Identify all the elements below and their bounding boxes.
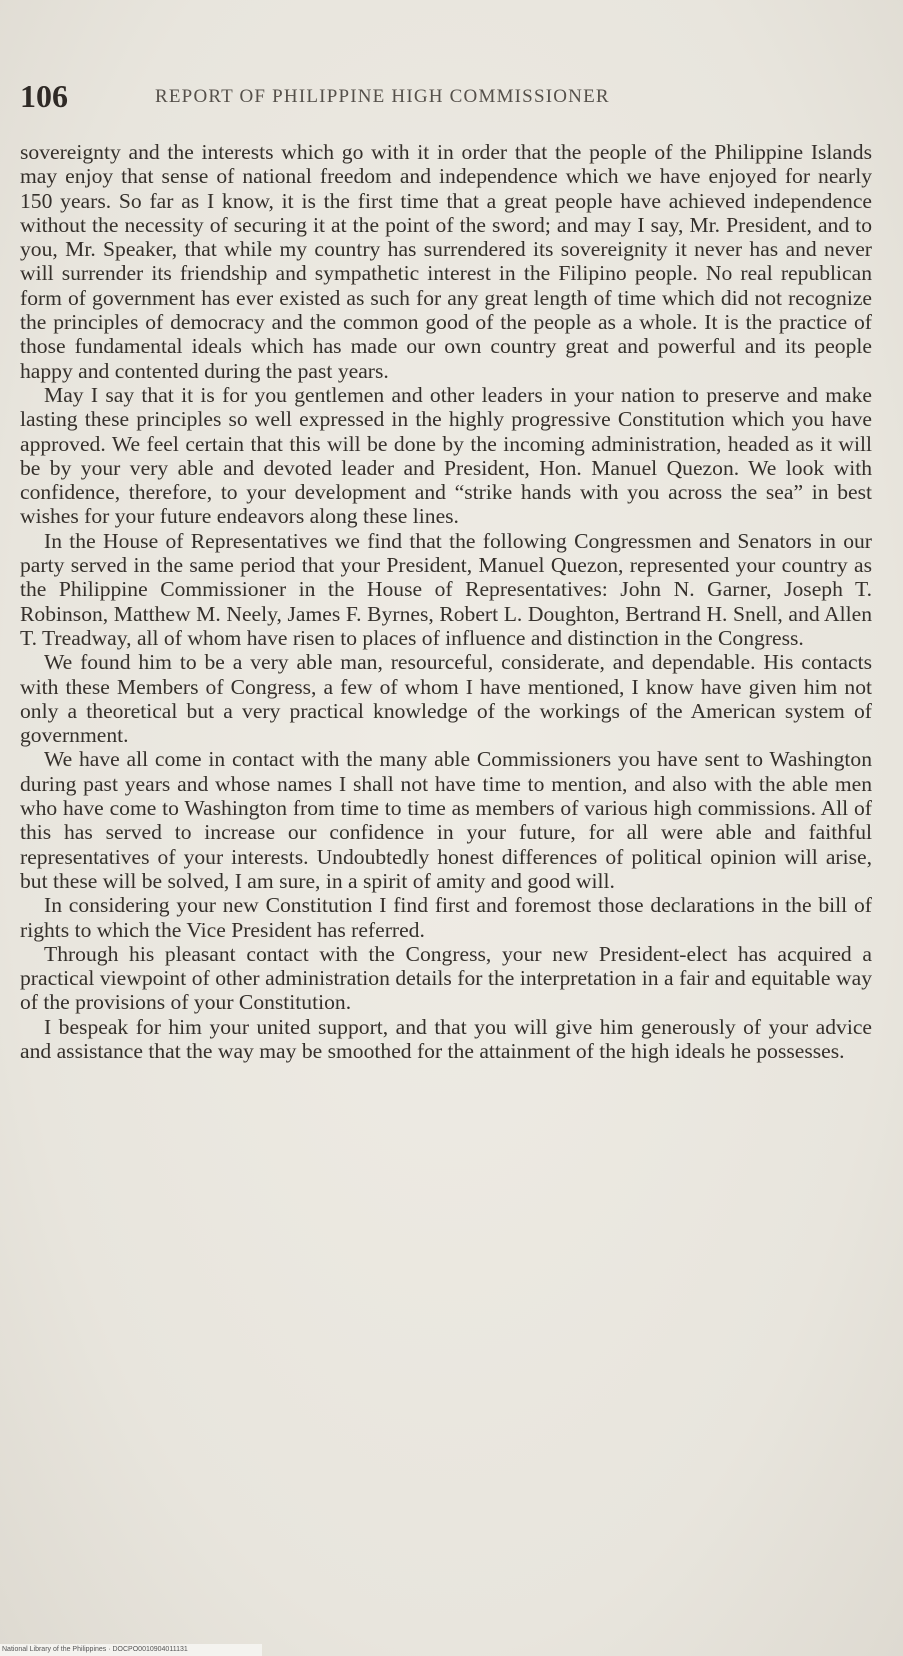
page-header [20, 78, 870, 118]
paragraph: We have all come in contact with the many able Commissioners you have sent to Washington during past years and whose names I shall not have time to mention, and also with the able men who have come to Washington from time to time as members of various high commissions. All of this has served to increase our confidence in your future, for all were able and faithful representatives of your interests. Undoubtedly honest differences of political opinion will arise, but these will be solved, I am sure, in a spirit of amity and good will. [20, 747, 872, 893]
paragraph: In the House of Representatives we find that the following Congressmen and Senators in our party served in the same period that your President, Manuel Quezon, represented your country as the Philippine Commissioner in the House of Representatives: John N. Garner, Joseph T. Robinson, Matthew M. Neely, James F. Byrnes, Robert L. Doughton, Bertrand H. Snell, and Allen T. Treadway, all of whom have risen to places of influence and distinction in the Congress. [20, 528, 872, 650]
paragraph: Through his pleasant contact with the Congress, your new President-elect has acquired a practical viewpoint of other administration details for the interpretation in a fair and equitable way of the provisions of your Constitution. [20, 941, 872, 1015]
paragraph: sovereignty and the interests which go with it in order that the people of the Philippine Islands may enjoy that sense of national freedom and independence which we have enjoyed for nearly 150 years. So far as I know, it is the first time that a great people have achieved independence without the necessity of securing it at the point of the sword; and may I say, Mr. President, and to you, Mr. Speaker, that while my country has surrendered its sovereignity it never has and never will surrender its friendship and sympathetic interest in the Filipino people. No real republican form of government has ever existed as such for any great length of time which did not recognize the principles of democracy and the common good of the people as a whole. It is the practice of those fundamental ideals which has made our own country great and powerful and its people happy and contented during the past years. [20, 140, 872, 383]
paragraph: I bespeak for him your united support, and that you will give him generously of your advice and assistance that the way may be smoothed for the attainment of the high ideals he possesses. [20, 1014, 872, 1063]
body-text [20, 140, 872, 1063]
paragraph: We found him to be a very able man, resourceful, considerate, and dependable. His contacts with these Members of Congress, a few of whom I have mentioned, I know have given him not only a theoretical but a very practical knowledge of the workings of the American system of government. [20, 650, 872, 748]
running-head: REPORT OF PHILIPPINE HIGH COMMISSIONER [155, 86, 610, 107]
paragraph: In considering your new Constitution I find first and foremost those declarations in the bill of rights to which the Vice President has referred. [20, 893, 872, 942]
page-number: 106 [20, 78, 68, 114]
paragraph: May I say that it is for you gentlemen and other leaders in your nation to preserve and make lasting these principles so well expressed in the highly progressive Constitution which you have approved. We feel certain that this will be done by the incoming administration, headed as it will be by your very able and devoted leader and President, Hon. Manuel Quezon. We look with confidence, therefore, to your development and “strike hands with you across the sea” in best wishes for your future endeavors along these lines. [20, 382, 872, 529]
scan-footer: National Library of the Philippines · DOCPO0010904011131 [0, 1644, 262, 1656]
